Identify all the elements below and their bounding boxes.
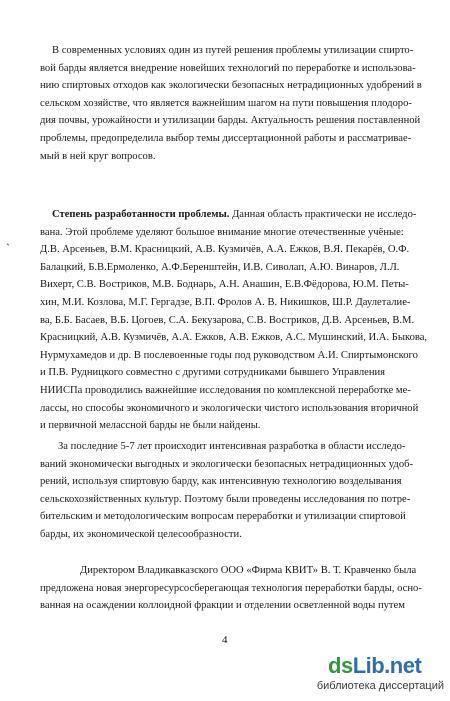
text-line: Балацкий, Б.В.Ермоленко, А.Ф.Беренштейн, И.В. Сиволап, А.Ю. Винаров, Л.Л.: [40, 261, 400, 273]
text-line: Красницкий, А.В. Кузмичёв, А.А. Ежков, А.В. Ежков, А.С. Мушинский, И.А. Быкова,: [40, 332, 428, 344]
text-line: предложена новая энергоресурсосберегающая технология переработки барды, осно-: [40, 582, 422, 594]
watermark: [306, 653, 444, 697]
text-line: дия почвы, урожайности и утилизации барды. Актуальность решения поставленной: [40, 115, 421, 127]
text-line: нию спиртовых отходов как экологически безопасных нетрадиционных удобрений в: [40, 80, 422, 92]
text-line: ва, Б.Б. Басаев, В.Б. Цогоев, С.А. Бекузарова, С.В. Востриков, Д.В. Арсеньев, В.М.: [40, 314, 415, 326]
text-line: и П.В. Рудницкого совместно с другими сотрудниками бывшего Управления: [40, 367, 386, 379]
text-line: сельскохозяйственных культур. Поэтому были проведены исследования по потре-: [40, 493, 411, 505]
text-line: ваний экономически выгодных и экологически безопасных нетрадиционных удоб-: [40, 458, 414, 470]
text-line: проблемы, предопределила выбор темы диссертационной работы и рассматривае-: [40, 132, 412, 144]
text-line: В современных условиях один из путей решения проблемы утилизации спирто-: [52, 45, 414, 56]
text-line: Вихерт, С.В. Востриков, М.В. Боднарь, А.Н. Анашин, Е.В.Фёдорова, Ю.М. Петы-: [40, 279, 409, 291]
text-line: бительским и методологическим вопросам переработки и утилизации спиртовой: [40, 511, 406, 523]
text-line: барды, их экономической целесообразности.: [40, 528, 242, 540]
text-line: вана. Этой проблеме уделяют большое внимание многие отечественные учёные:: [40, 226, 404, 238]
logo-part-lib: Lib.net: [352, 653, 422, 678]
text-line: Нурмухамедов и др. В послевоенные годы под руководством А.И. Спиртымонского: [40, 349, 418, 361]
text-line: вой барды является внедрение новейших технологий по переработке и использова-: [40, 62, 416, 74]
section-heading: Степень разработанности проблемы.: [52, 209, 230, 220]
text-line: ванная на осаждении коллоидной фракции и отделении осветленной воды путем: [40, 600, 405, 612]
text-line: Директором Владикавказского ООО «Фирма КВИТ» В. Т. Кравченко была: [80, 565, 417, 576]
text-line: и первичной мелассной барды не были найдены.: [40, 420, 261, 432]
text-line: [40, 206, 438, 224]
logo-part-ds: ds: [328, 653, 353, 678]
text-line: За последние 5-7 лет происходит интенсивная разработка в области исследо-: [58, 441, 406, 452]
margin-mark: ˎ: [6, 232, 10, 246]
paragraph-2: [40, 206, 438, 435]
text-line: лассы, но способы экономичного и экологически чистого использования вторичной: [40, 402, 419, 414]
paragraph-3: [40, 438, 438, 544]
text-line: рений, используя спиртовую барду, как интенсивную технологию возделывания: [40, 476, 402, 488]
watermark-subtitle: библиотека диссертаций: [316, 680, 444, 692]
text-line: сельском хозяйстве, что является важнейшим шагом на пути повышения плодоро-: [40, 97, 412, 109]
watermark-logo: [306, 653, 444, 679]
page-number: 4: [222, 634, 228, 646]
paragraph-4: [40, 562, 438, 615]
text-line: хин, М.И. Козлова, М.Г. Гергадзе, В.П. Фролов А. В. Никишков, Ш.Р. Даулеталие-: [40, 296, 411, 308]
text-line: Д.В. Арсеньев, В.М. Красницкий, А.В. Кузмичёв, А.А. Ежков, В.Я. Пекарёв, О.Ф.: [40, 244, 410, 256]
paragraph-1: [40, 42, 438, 165]
text-line: НИИСПа проводились важнейшие исследования по комплексной переработке ме-: [40, 384, 411, 396]
text-line: мый в ней круг вопросов.: [40, 150, 156, 162]
text-fragment: Данная область практически не исследо-: [229, 209, 417, 220]
